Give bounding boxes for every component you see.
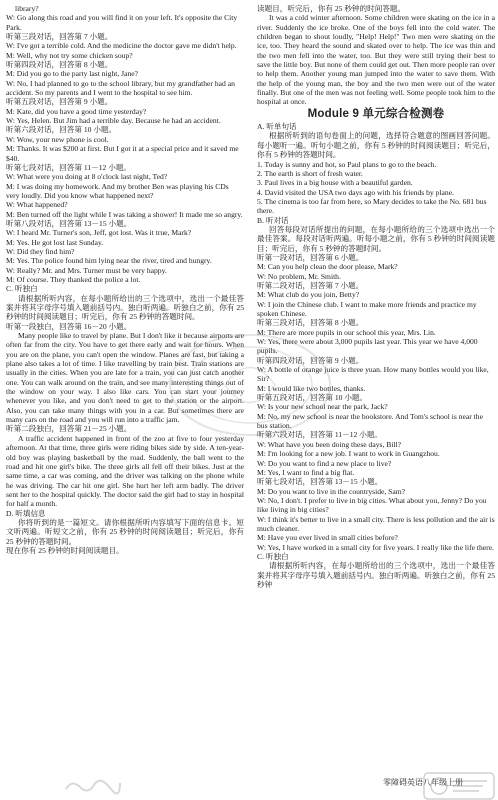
text-line: 听第七段对话，回答第 13－15 小题。 xyxy=(257,477,383,487)
text-line: W: I've got a terrible cold. And the medicine the doctor gave me didn't help. xyxy=(6,41,237,51)
text-line: 听第五段对话，回答第 10 小题。 xyxy=(257,393,368,403)
text-line: M: Yes, I want to find a big flat. xyxy=(257,467,355,477)
text-line: W: Is your new school near the park, Jack? xyxy=(257,402,388,412)
text-line: 1. Today is sunny and hot, so Paul plans to go to the beach. xyxy=(257,159,437,169)
text-line: library? xyxy=(15,4,39,13)
section-heading: Module 9 单元综合检测卷 xyxy=(307,107,445,120)
text-line: 听第三段对话，回答第 8 小题。 xyxy=(257,318,364,328)
text-line: 4. David visited the USA two days ago with his friends by plane. xyxy=(257,187,454,197)
text-line: 根据所听到的语句卷面上的问题，选择符合题意的图画回答问题。每小题听一遍。听句小题之前，你有 5 秒钟的时间阅读题目；听完后，你有 5 秒钟的答题时间。 xyxy=(257,131,495,160)
text-line: 听第七段对话，回答第 11－12 小题。 xyxy=(6,162,132,172)
pen-stamp-icon xyxy=(62,775,122,795)
text-line: 听第二段独白，回答第 21－25 小题。 xyxy=(6,424,132,434)
text-line: W: Do you want to find a new place to live? xyxy=(257,458,392,468)
text-line: It was a cold winter afternoon. Some children were skating on the ice in a river. Suddenly the ice broke. One of the boys fell into the cold water. The children began to shout loudly, "Help! Help!" Two men were skating on the ice, too. They heard the sound and skated over to help. The ice was thin and the two men fell into the water, too. But they were still trying their best to save the little boy. But none of them could get out. Then more people ran over to help them. Another young man jumped into the water to save them. With the help of the young man, the boy and the two men were out of the water finally. But one of the men was not feeling well. Some people took him to the hospital at once. xyxy=(257,13,495,107)
text-line: M: Did you go to the party last night, Jane? xyxy=(6,69,139,79)
text-line: C. 听独白 xyxy=(6,284,38,294)
text-line: 听第四段对话，回答第 9 小题。 xyxy=(257,355,364,365)
text-line: W: Yes, Helen. But Jim had a terrible day. Because he had an accident. xyxy=(6,116,221,126)
text-line: W: No problem, Mr. Smith. xyxy=(257,271,341,281)
text-line: 听第六段对话，回答第 10 小题。 xyxy=(6,125,117,135)
text-line: 听第四段对话，回答第 8 小题。 xyxy=(6,60,113,70)
text-line: 回答每段对话所提出的问题，在每小题所给的三个选项中选出一个最佳答案。每段对话听两遍。听每小题之前，你有 5 秒钟的时间阅读题目；听完后，你有 5 秒钟的答题时间。 xyxy=(257,224,495,253)
text-line: M: No, my new school is near the bookstore. And Tom's school is near the bus station. xyxy=(257,411,483,431)
right-column-bottom xyxy=(257,122,495,589)
text-line: W: I think it's better to live in a small city. There is less pollution and the air is much cleaner. xyxy=(257,514,495,533)
text-line: 听第八段对话，回答第 13－15 小题。 xyxy=(6,218,132,228)
text-line: 听第一段对话，回答第 6 小题。 xyxy=(257,252,364,262)
text-line: M: Can you help clean the door please, Mark? xyxy=(257,262,398,272)
text-line: W: What happened? xyxy=(6,200,68,210)
text-line: W: Yes, I have worked in a small city for five years. I really like the life there. xyxy=(257,542,494,552)
text-line: W: Go along this road and you will find it on your left. It's opposite the City Park. xyxy=(6,13,238,32)
text-line: W: Really? Mr. and Mrs. Turner must be very happy. xyxy=(6,265,167,275)
text-line: 2. The earth is short of fresh water. xyxy=(257,168,363,178)
text-line: 你将听到的是一篇短文。请你根据所听内容填写下面的信息卡。短文听两遍。听短文之前，你有 25 秒钟的时间阅读题目；听完后，你有 25 秒钟的答题时间。 xyxy=(6,517,244,546)
text-line: 听第一段独白，回答第 16－20 小题。 xyxy=(6,321,132,331)
text-line: M: I was doing my homework. And my brother Ben was playing his CDs very loudly. Did you know what happened next? xyxy=(6,181,229,200)
text-line: M: Ben turned off the light while I was taking a shower! It made me so angry. xyxy=(6,209,243,219)
text-line: M: Yes. He got lost last Sunday. xyxy=(6,237,104,247)
text-line: 5. The cinema is too far from here, so Mary decides to take the No. 681 bus there. xyxy=(257,196,487,216)
text-line: M: Have you ever lived in small cities before? xyxy=(257,533,398,543)
text-line: D. 听填信息 xyxy=(6,508,46,518)
text-line: C. 听独白 xyxy=(257,551,289,561)
text-line: 请根据所听内容，在每小题所给出的三个选项中，选出一个最佳答案并将其字母序号填入题前括号内。独白听两遍。听独白之前，你有 25 秒钟 xyxy=(257,561,495,589)
text-line: A traffic accident happened in front of the zoo at five to four yesterday afternoon. At that time, three girls were riding bikes side by side. A ten-year-old boy was playing basketball by the road. Suddenly, the ball went to the road and hit one girl's bike. The three girls all fell off their bikes. Just at the same time, a car was coming, and the driver was talking on the phone while he was driving. The car hit one girl. She hurt her left arm badly. The driver sent her to the hospital quickly. The doctor said the girl had to stay in hospital for half a month. xyxy=(6,433,244,509)
text-line: M: Do you want to live in the countryside, Sam? xyxy=(257,486,406,496)
text-line: M: I'm looking for a new job. I want to work in Guangzhou. xyxy=(257,449,440,459)
text-line: 读题目，听完后，你有 25 秒钟的时间答题。 xyxy=(257,4,406,13)
text-line: 听第二段对话，回答第 7 小题。 xyxy=(257,280,364,290)
right-column-top xyxy=(257,4,495,107)
text-line: 听第三段对话，回答第 7 小题。 xyxy=(6,32,113,42)
text-line: 3. Paul lives in a big house with a beautiful garden. xyxy=(257,178,413,188)
corner-logo xyxy=(423,772,495,800)
text-line: W: A bottle of orange juice is three yuan. How many bottles would you like, Sir? xyxy=(257,365,489,384)
text-line: M: Of course. They thanked the police a lot. xyxy=(6,274,141,284)
text-line: W: Yes, there were about 3,000 pupils last year. This year we have 4,000 pupils. xyxy=(257,337,478,356)
text-line: W: Wow, your new phone is cool. xyxy=(6,134,109,144)
text-line: M: Yes. The police found him lying near the river, tired and hungry. xyxy=(6,256,212,266)
text-line: 听第六段对话，回答第 11－12 小题。 xyxy=(257,430,383,440)
text-line: M: There are more pupils in our school this year, Mrs. Lin. xyxy=(257,327,436,337)
text-line: W: I heard Mr. Turner's son, Jeff, got lost. Was it true, Mark? xyxy=(6,228,192,238)
text-line: W: No, I don't. I prefer to live in big cities. What about you, Jenny? Do you like living in big cities? xyxy=(257,495,487,515)
text-line: W: What were you doing at 8 o'clock last night, Ted? xyxy=(6,172,168,182)
text-line: M: What club do you join, Betty? xyxy=(257,290,360,300)
text-line: M: Kate, did you have a good time yesterday? xyxy=(6,106,147,116)
text-line: Many people like to travel by plane. But I don't like it because airports are often far from the city. You have to get there early and wait for hours. When you are on the plane, you can't open the window. Planes are fast, but taking a plane also takes a lot of time. I like travelling by train best. Train stations are usually in the cities. When you are late for a train, you can just catch another one. You can walk around on the train, and see many interesting things out of the window on your way. I also like cars. You can start your journey whenever you like, and you don't need to get to the station or the airport. Also, you can take many things with you in a car. But sometimes there are many cars on the road and you will run into a traffic jam. xyxy=(6,331,244,425)
text-line: W: Did they find him? xyxy=(6,246,75,256)
text-line: 请根据所听内容，在每小题所给出的三个选项中，选出一个最佳答案并将其字母序号填入题前括号内。独白听两遍。听独白之前，你有 25 秒钟的时间阅读题目；听完后，你有 25 秒钟的答题时间。 xyxy=(6,293,244,322)
text-line: B. 听对话 xyxy=(257,215,289,225)
text-line: W: What have you been doing these days, Bill? xyxy=(257,439,402,449)
text-line: W: I join the Chinese club. I want to make more friends and practice my spoken Chinese. xyxy=(257,299,477,318)
right-column xyxy=(257,4,495,589)
text-line: M: Thanks. It was $200 at first. But I got it at a special price and it saved me $40. xyxy=(6,144,239,163)
text-line: M: Well, why not try some chicken soup? xyxy=(6,50,133,60)
text-line: 听第五段对话，回答第 9 小题。 xyxy=(6,97,113,107)
text-line: M: I would like two bottles, thanks. xyxy=(257,383,366,393)
text-line: 现在你有 25 秒钟的时间阅读题目。 xyxy=(6,545,124,555)
left-column xyxy=(6,4,244,555)
text-line: A. 听单句话 xyxy=(257,122,297,132)
text-line: W: No, I had planned to go to the school library, but my grandfather had an accident. So my parents and I went to the hospital to see him. xyxy=(6,78,235,98)
footer-label: 零障碍英语八年级上册 xyxy=(383,778,463,787)
